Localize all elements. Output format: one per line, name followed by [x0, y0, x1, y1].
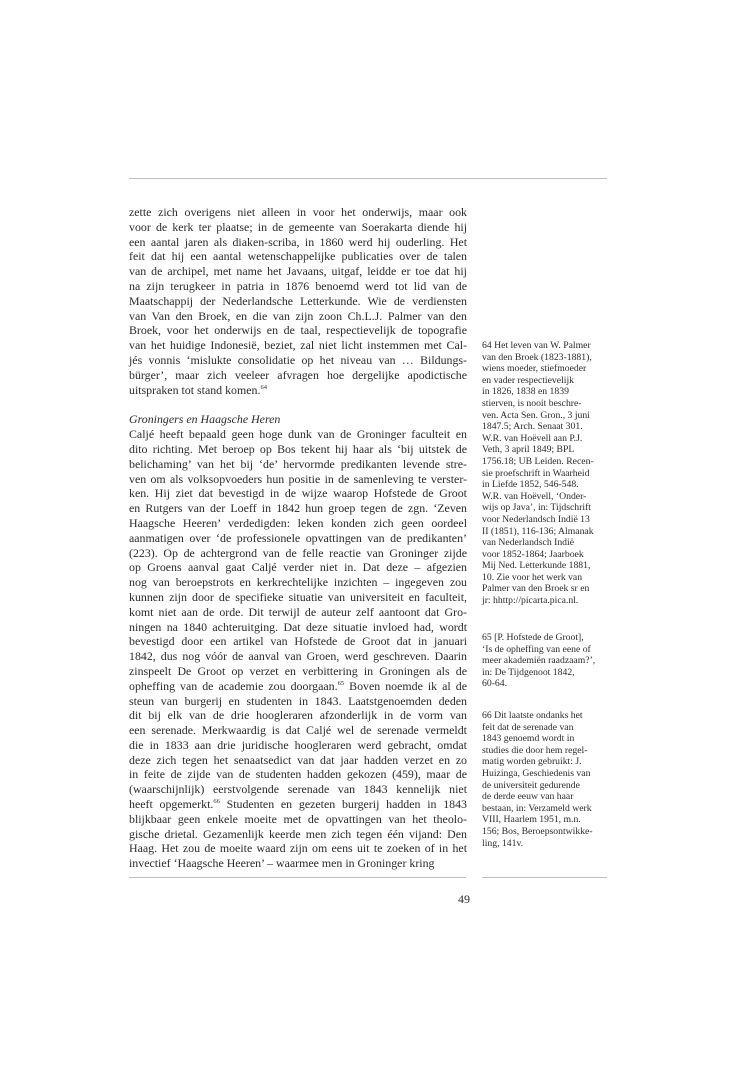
text-line: 1842, dus nog vóór de aanval van Groen, werd geschreven. Daarin [129, 649, 467, 664]
text-line: op Groens aanval gaat Caljé verder niet in. Dat deze – afgezien [129, 560, 467, 575]
footnote-line: in 1826, 1838 en 1839 [482, 386, 569, 398]
text-line: ven om als volksopvoeders hun positie in de samenleving te verster- [129, 471, 467, 486]
text-line: in feite de zijde van de studenten hadden gekozen (459), maar de [129, 767, 467, 782]
footnote-line: VIII, Haarlem 1951, m.n. [482, 814, 581, 826]
text-line [129, 797, 467, 812]
footnote-line: van den Broek (1823-1881), [482, 351, 592, 363]
text-line: van het huidige Indonesië, beziet, zal niet licht instemmen met Cal- [129, 338, 467, 353]
text-line: dito richting. Met beroep op Bos tekent hij haar als ‘bij uitstek de [129, 441, 467, 456]
inline-text: heeft opgemerkt. [129, 797, 214, 812]
footnote-line: in Liefde 1852, 546-548. [482, 479, 579, 491]
footnote-line: 1843 genoemd wordt in [482, 733, 575, 745]
text-line: bevestigd door een artikel van Hofstede de Groot dat in januari [129, 634, 467, 649]
text-line: komt niet aan de orde. Dit terwijl de auteur zelf aantoont dat Gro- [129, 604, 467, 619]
text-line: Maatschappij der Nederlandsche Letterkunde. Wie de verdiensten [129, 293, 467, 308]
footnote-line: 10. Zie voor het werk van [482, 571, 583, 583]
footnote-line: jr: hhttp://picarta.pica.nl. [482, 595, 579, 607]
text-line: blijkbaar geen enkele moeite met de opvattingen van het theolo- [129, 811, 467, 826]
text-line: belichaming’ van het bij ‘de’ hervormde predikanten levende stre- [129, 456, 467, 471]
text-line: Haagsche Heeren’ verdedigden: leken konden zich geen oordeel [129, 515, 467, 530]
footnote-66 [482, 710, 610, 849]
footnote-line: Mij Ned. Letterkunde 1881, [482, 560, 591, 572]
text-line: ken. Hij ziet dat bevestigd in de wijze waarop Hofstede de Groot [129, 486, 467, 501]
text-line [129, 679, 467, 694]
inline-text: Studenten en gezeten burgerij hadden in 1843 [219, 797, 467, 812]
main-text-column [129, 205, 467, 871]
footnote-line: de universiteit gedurende [482, 779, 580, 791]
paragraph-2 [129, 427, 467, 871]
footnote-65 [482, 632, 610, 690]
text-line: aanmatigen over ‘de professionele opvattingen van de predikanten’ [129, 530, 467, 545]
footnote-line: 1847.5; Arch. Senaat 301. [482, 421, 583, 433]
footnote-line: 60-64. [482, 678, 508, 690]
footnote-reference: 64 [260, 383, 267, 391]
footnote-line: stierven, is nooit beschre- [482, 397, 582, 409]
footnote-line: ‘Is de opheffing van eene of [482, 643, 591, 655]
text-line: een aantal jaren als diaken-scriba, in 1860 werd hij ouderling. Het [129, 234, 467, 249]
text-line: jés vonnis ‘mislukte consolidatie op het niveau van … Bildungs- [129, 352, 467, 367]
footnote-reference: 66 [213, 798, 220, 806]
text-line: zette zich overigens niet alleen in voor het onderwijs, maar ook [129, 205, 467, 219]
text-line: van Van den Broek, en die van zijn zoon Ch.L.J. Palmer van den [129, 308, 467, 323]
footnote-line: wiens moeder, stiefmoeder [482, 363, 587, 375]
footnote-line: van Nederlandsch Indië [482, 537, 574, 549]
footnote-line: 64 Het leven van W. Palmer [482, 340, 591, 351]
footnote-line: bestaan, in: Verzameld werk [482, 802, 592, 814]
footnote-line: Palmer van den Broek sr en [482, 583, 590, 595]
paragraph-1 [129, 205, 467, 397]
top-rule [129, 178, 607, 179]
text-line: (223). Op de achtergrond van de felle reactie van Groninger zijde [129, 545, 467, 560]
footnote-reference: 65 [337, 679, 345, 687]
footnote-line: Veth, 3 april 1849; BPL [482, 444, 575, 456]
footnote-line: voor 1852-1864; Jaarboek [482, 548, 584, 560]
footnote-line: in: De Tijdgenoot 1842, [482, 666, 575, 678]
text-line: gische drietal. Gezamenlijk keerde men zich tegen één vijand: Den [129, 826, 467, 841]
inline-text: opheffing van de academie zou doorgaan. [129, 678, 338, 693]
text-line: een serenade. Merkwaardig is dat Caljé wel de serenade vermeldt [129, 723, 467, 738]
footnote-line: voor Nederlandsch Indië 13 [482, 513, 590, 525]
text-line: van de archipel, met name het Javaans, uitgaf, leidde er toe dat hij [129, 264, 467, 279]
inline-text: Boven noemde ik al de [344, 678, 467, 693]
footnote-line: ling, 141v. [482, 837, 524, 849]
bottom-rule-notes [482, 877, 607, 878]
bottom-rule-main [129, 877, 466, 878]
text-line: deze zich tegen het senaatsedict van dat jaar hadden verzet en zo [129, 752, 467, 767]
text-line: die in 1833 aan drie juridische hoogleraren werd gebracht, omdat [129, 737, 467, 752]
footnote-line: studies die door hem regel- [482, 744, 588, 756]
text-line: steun van burgerij en studenten in 1843. Laatstgenoemden deden [129, 693, 467, 708]
text-line: nog van beroepstrots en kerkrechtelijke inzichten – ingegeven zou [129, 575, 467, 590]
text-line: en Rutgers van der Loeff in 1842 hun groep tegen de zgn. ‘Zeven [129, 501, 467, 516]
footnote-line: matig worden gebruikt: J. [482, 756, 582, 768]
text-line: voor de kerk ter plaatse; in de gemeente van Soerakarta diende hij [129, 219, 467, 234]
text-line: ningen na 1840 achteruitging. Dat deze situatie invloed had, wordt [129, 619, 467, 634]
text-line: feit dat hij een aantal wetenschappelijke publicaties over de talen [129, 249, 467, 264]
text-line: kunnen zijn door de specifieke situatie van universiteit en faculteit, [129, 589, 467, 604]
footnote-line: W.R. van Hoëvell, ‘Onder- [482, 490, 587, 502]
page-number: 49 [458, 892, 470, 906]
footnote-line: 66 Dit laatste ondanks het [482, 710, 583, 721]
footnote-line: 65 [P. Hofstede de Groot], [482, 632, 584, 643]
footnote-64 [482, 340, 610, 607]
footnote-line: en vader respectievelijk [482, 374, 574, 386]
text-line: bürger’, maar zich veeleer afvragen hoe dergelijke apodictische [129, 367, 467, 382]
text-line: Broek, voor het onderwijs en de taal, respectievelijk de topografie [129, 323, 467, 338]
footnote-line: feit dat de serenade van [482, 721, 574, 733]
footnote-line: II (1851), 116-136; Almanak [482, 525, 594, 537]
text-line: zinspeelt De Groot op verzet en verbittering in Groningen als de [129, 663, 467, 678]
section-heading: Groningers en Haagsche Heren [129, 412, 281, 427]
footnote-line: Huizinga, Geschiedenis van [482, 767, 591, 779]
footnote-line: W.R. van Hoëvell aan P.J. [482, 432, 583, 444]
footnote-line: de derde eeuw van haar [482, 791, 574, 803]
footnote-line: meer akademiën raadzaam?’, [482, 655, 596, 667]
text-line: dit bij elk van de drie hoogleraren afzonderlijk in de vorm van [129, 708, 467, 723]
text-line: (waarschijnlijk) eerstvolgende serenade van 1843 kennelijk niet [129, 782, 467, 797]
text-line: Haag. Het zou de moeite waard zijn om eens uit te zoeken of in het [129, 841, 467, 856]
text-line: na zijn terugkeer in patria in 1876 benoemd werd tot lid van de [129, 278, 467, 293]
text-line: invectief ‘Haagsche Heeren’ – waarmee men in Groninger kring [129, 856, 435, 871]
text-line: Caljé heeft bepaald geen hoge dunk van de Groninger faculteit en [129, 427, 467, 442]
footnote-line: ven. Acta Sen. Gron., 3 juni [482, 409, 590, 421]
text-line [129, 383, 467, 398]
inline-text: uitspraken tot stand komen. [129, 382, 261, 397]
footnote-line: 156; Bos, Beroepsontwikke- [482, 825, 593, 837]
footnote-line: sie proefschrift in Waarheid [482, 467, 590, 479]
footnote-line: wijs op Java’, in: Tijdschrift [482, 502, 591, 514]
footnote-line: 1756.18; UB Leiden. Recen- [482, 455, 594, 467]
